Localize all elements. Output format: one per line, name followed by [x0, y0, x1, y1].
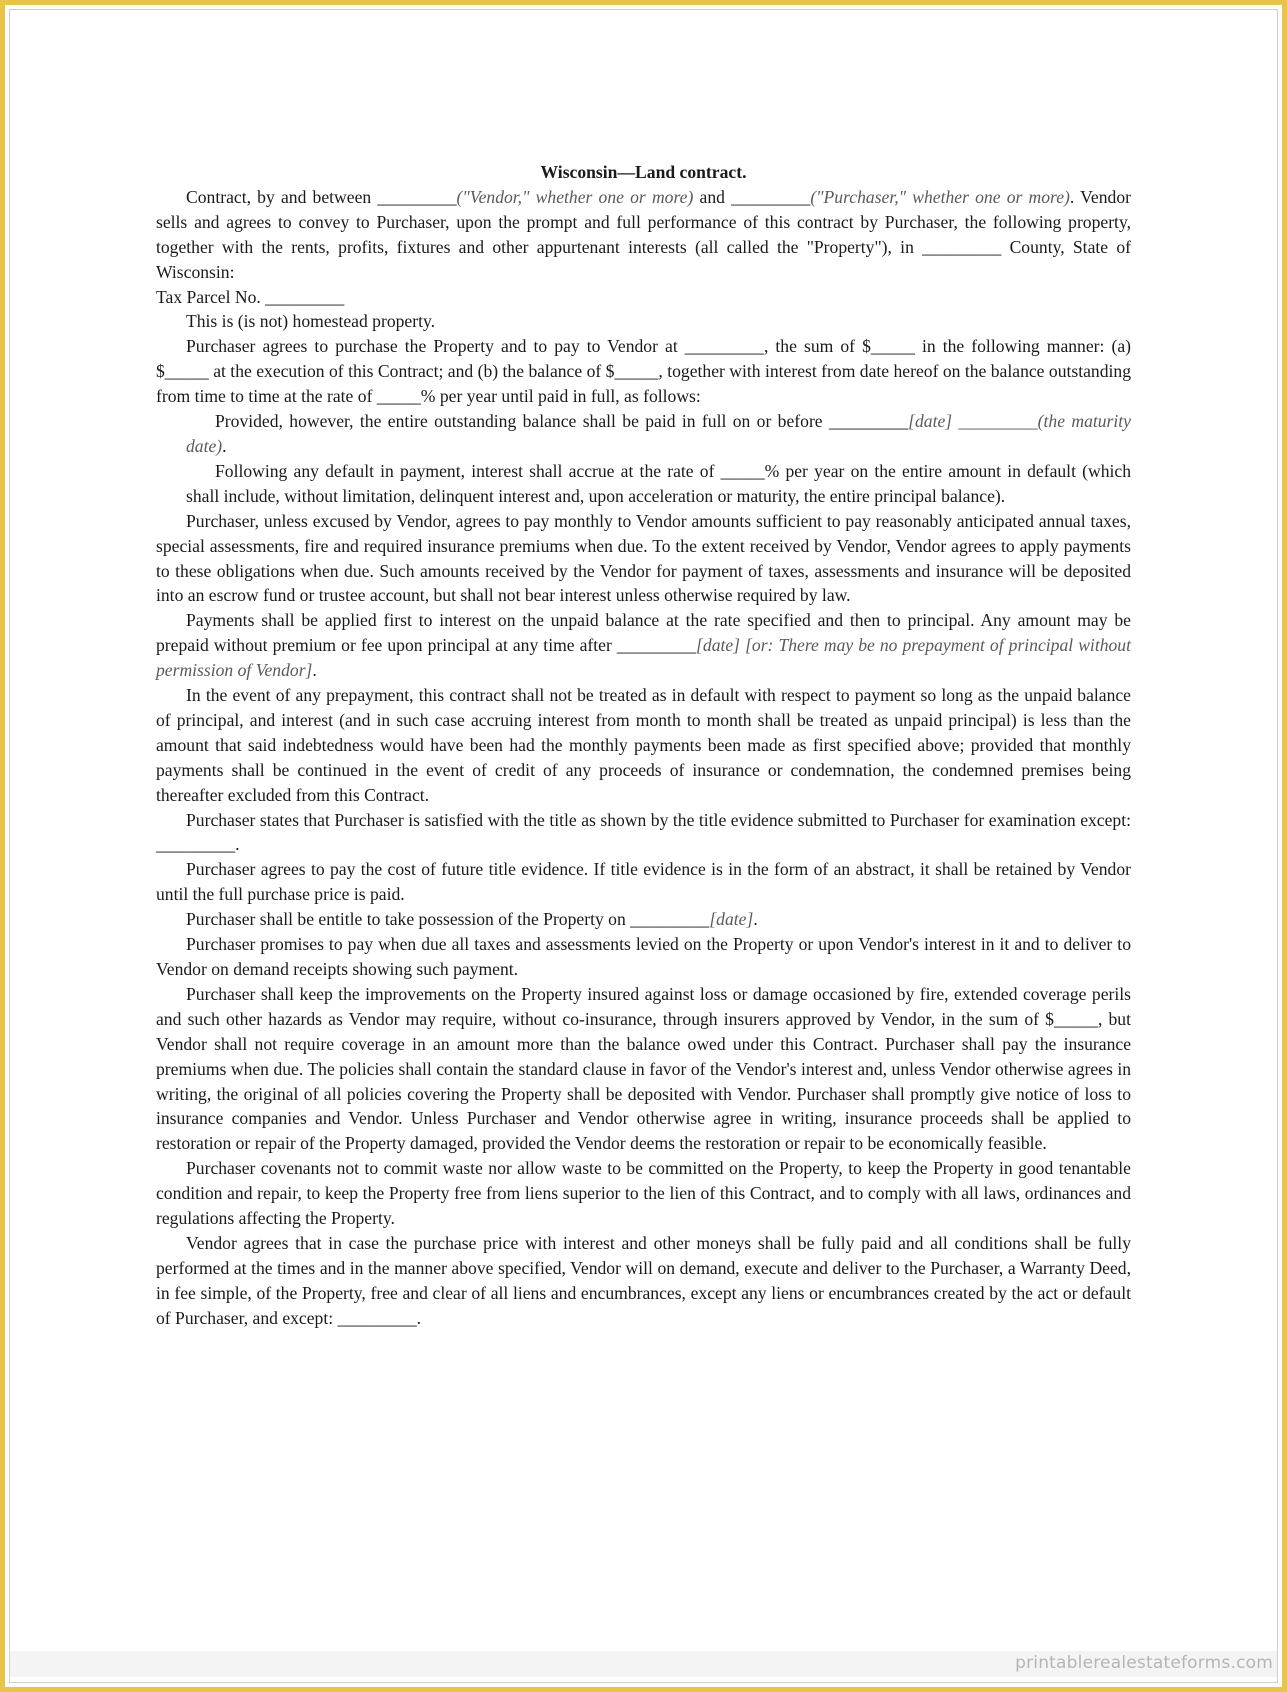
footer-watermark: printablerealestateforms.com [1015, 1653, 1273, 1673]
tax-parcel-line: Tax Parcel No. _________ [156, 286, 345, 307]
paragraph-possession: Purchaser shall be entitle to take possession of the Property on _________[date]. [186, 909, 758, 930]
paragraph-insurance: Purchaser shall keep the improvements on the Property insured against loss or damage occasioned by fire, extended coverage perils and such other hazards as Vendor may require, without co-insurance, through insurers approved by Vendor, in the sum of $_____, but Vendor shall not require coverage in an amount more than the balance owed under this Contract. Purchaser shall pay the insurance premiums when due. The policies shall contain the standard clause in favor of the Vendor's interest and, unless Vendor otherwise agrees in writing, the original of all policies covering the Property shall be deposited with Vendor. Purchaser shall promptly give notice of loss to insurance companies and Vendor. Unless Purchaser and Vendor otherwise agree in writing, insurance proceeds shall be applied to restoration or repair of the Property damaged, provided the Vendor deems the restoration or repair to be economically feasible. [156, 983, 1131, 1154]
paragraph-title-cost: Purchaser agrees to pay the cost of future title evidence. If title evidence is in the form of an abstract, it shall be retained by Vendor until the full purchase price is paid. [156, 859, 1131, 905]
paragraph-default-interest: Following any default in payment, interest shall accrue at the rate of _____% per year on the entire amount in default (which shall include, without limitation, delinquent interest and, upon acceleration or maturity, the entire principal balance). [186, 460, 1131, 506]
paragraph-deed: Vendor agrees that in case the purchase price with interest and other moneys shall be fully paid and all conditions shall be fully performed at the times and in the manner above specified, Vendor will on demand, execute and deliver to the Purchaser, a Warranty Deed, in fee simple, of the Property, free and clear of all liens and encumbrances, except any liens or encumbrances created by the act or default of Purchaser, and except: _________. [156, 1232, 1131, 1328]
paragraph-escrow: Purchaser, unless excused by Vendor, agrees to pay monthly to Vendor amounts sufficient to pay reasonably anticipated annual taxes, special assessments, fire and required insurance premiums when due. To the extent received by Vendor, Vendor agrees to apply payments to these obligations when due. Such amounts received by the Vendor for payment of taxes, assessments and insurance will be deposited into an escrow fund or trustee account, but shall not bear interest unless otherwise required by law. [156, 510, 1131, 606]
paragraph-parties: Contract, by and between _________("Vendor," whether one or more) and _________("Purchaser," whether one or more). Vendor sells and agrees to convey to Purchaser, upon the prompt and full performance of this contract by Purchaser, the following property, together with the rents, profits, fixtures and other appurtenant interests (all called the "Property"), in _________ County, State of Wisconsin: [156, 186, 1131, 282]
paragraph-payments: Payments shall be applied first to interest on the unpaid balance at the rate specified and then to principal. Any amount may be prepaid without premium or fee upon principal at any time after _________[date] [or: There may be no prepayment of principal without permission of Vendor]. [156, 610, 1131, 681]
homestead-line: This is (is not) homestead property. [186, 311, 436, 332]
paragraph-title-evidence: Purchaser states that Purchaser is satisfied with the title as shown by the title evidence submitted to Purchaser for examination except: _________. [156, 809, 1131, 855]
paragraph-maturity: Provided, however, the entire outstanding balance shall be paid in full on or before _________[date] _________(the maturity date). [186, 411, 1131, 456]
contract-body [156, 160, 1131, 1331]
paragraph-waste: Purchaser covenants not to commit waste nor allow waste to be committed on the Property, to keep the Property in good tenantable condition and repair, to keep the Property free from liens superior to the lien of this Contract, and to comply with all laws, ordinances and regulations affecting the Property. [156, 1158, 1131, 1229]
paragraph-purchase-terms: Purchaser agrees to purchase the Property and to pay to Vendor at _________, the sum of $_____ in the following manner: (a) $_____ at the execution of this Contract; and (b) the balance of $_____, together with interest from date hereof on the balance outstanding from time to time at the rate of _____% per year until paid in full, as follows: [156, 336, 1131, 407]
paragraph-prepayment: In the event of any prepayment, this contract shall not be treated as in default with respect to payment so long as the unpaid balance of principal, and interest (and in such case accruing interest from month to month shall be treated as unpaid principal) is less than the amount that said indebtedness would have been had the monthly payments been made as first specified above; provided that monthly payments shall be continued in the event of credit of any proceeds of insurance or condemnation, the condemned premises being thereafter excluded from this Contract. [156, 685, 1131, 805]
paragraph-taxes: Purchaser promises to pay when due all taxes and assessments levied on the Property or upon Vendor's interest in it and to deliver to Vendor on demand receipts showing such payment. [156, 934, 1131, 979]
document-title: Wisconsin—Land contract. [540, 162, 747, 182]
